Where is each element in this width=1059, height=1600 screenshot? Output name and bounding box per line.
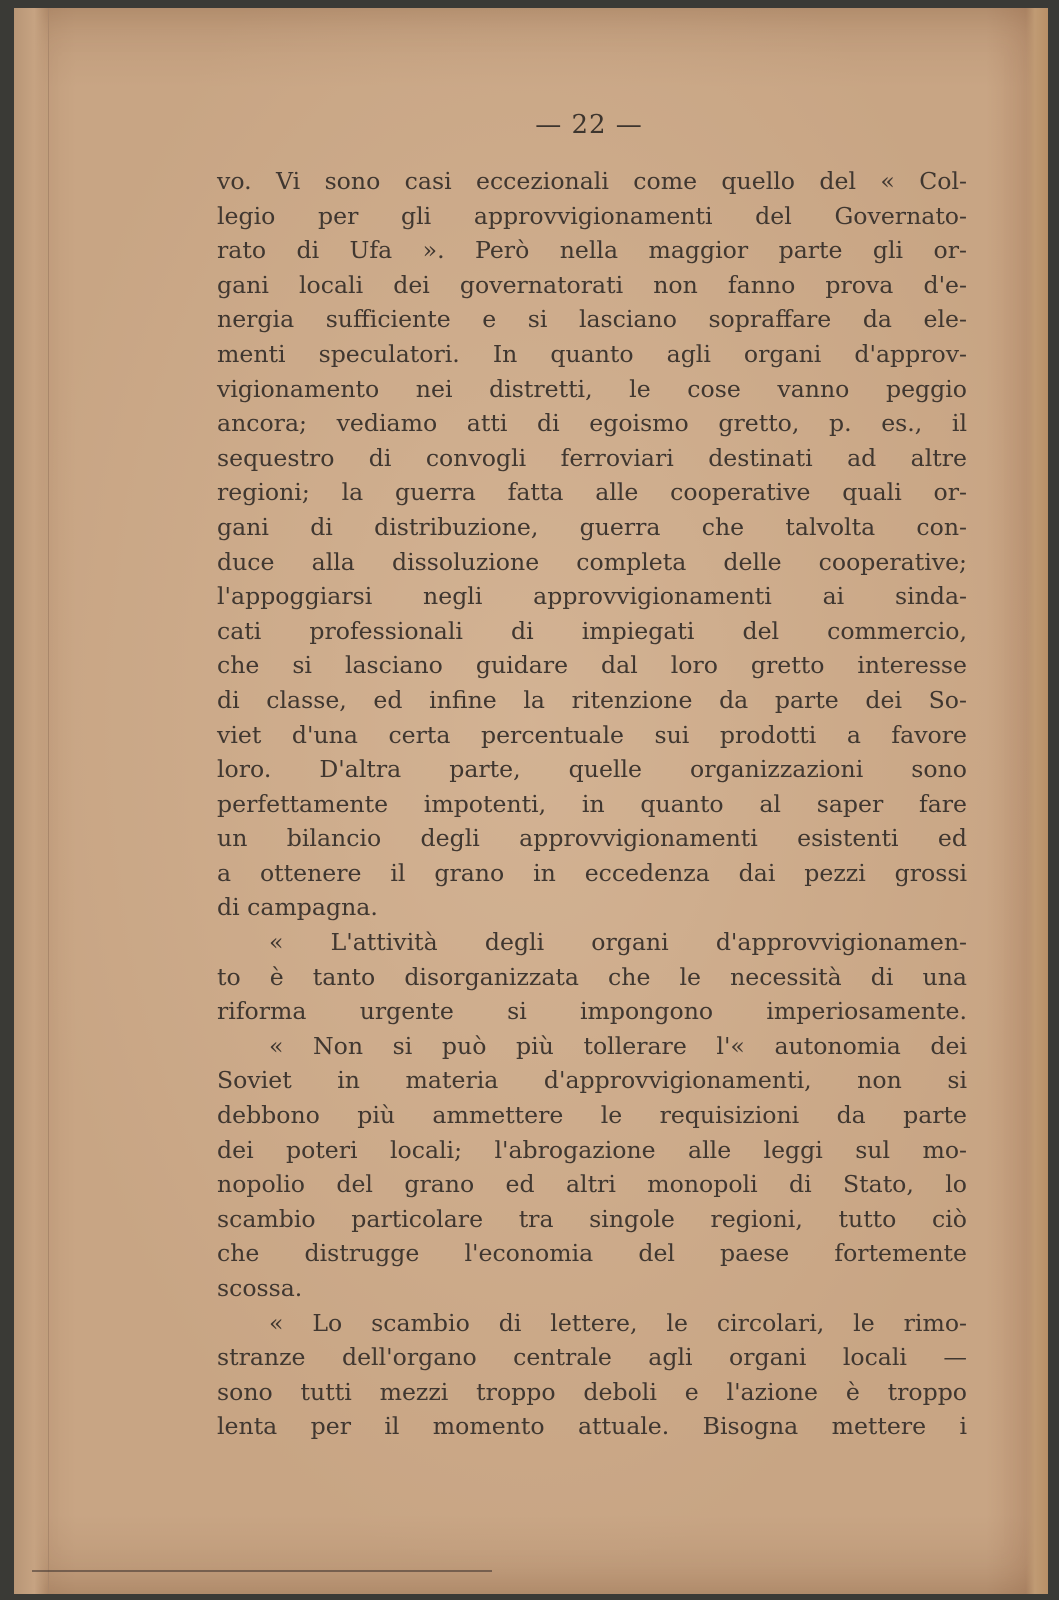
text-line: sono tutti mezzi troppo deboli e l'azione è troppo (217, 1377, 967, 1406)
text-line: gani di distribuzione, guerra che talvolta con- (217, 512, 967, 541)
text-line: regioni; la guerra fatta alle cooperative quali or- (217, 478, 967, 507)
text-line: nopolio del grano ed altri monopoli di Stato, lo (217, 1170, 967, 1199)
text-line: che distrugge l'economia del paese fortemente (217, 1239, 967, 1268)
text-line: dei poteri locali; l'abrogazione alle leggi sul mo- (217, 1135, 967, 1164)
text-line: « Non si può più tollerare l'« autonomia dei (269, 1031, 967, 1060)
text-line: duce alla dissoluzione completa delle cooperative; (217, 547, 967, 576)
text-line: stranze dell'organo centrale agli organi locali — (217, 1343, 967, 1372)
text-line: « Lo scambio di lettere, le circolari, le rimo- (269, 1308, 967, 1337)
text-line: legio per gli approvvigionamenti del Governato- (217, 201, 967, 230)
text-line: loro. D'altra parte, quelle organizzazioni sono (217, 755, 967, 784)
text-line: l'appoggiarsi negli approvvigionamenti ai sinda- (217, 582, 967, 611)
text-line: scambio particolare tra singole regioni, tutto ciò (217, 1204, 967, 1233)
text-line: menti speculatori. In quanto agli organi d'approv- (217, 339, 967, 368)
text-line: gani locali dei governatorati non fanno prova d'e- (217, 270, 967, 299)
text-line: vigionamento nei distretti, le cose vanno peggio (217, 374, 967, 403)
text-line: di campagna. (217, 893, 378, 922)
text-line: ancora; vediamo atti di egoismo gretto, p. es., il (217, 409, 967, 438)
text-line: cati professionali di impiegati del commercio, (217, 616, 967, 645)
text-line: vo. Vi sono casi eccezionali come quello del « Col- (217, 167, 967, 195)
text-line: riforma urgente si impongono imperiosamente. (217, 997, 967, 1026)
text-line: che si lasciano guidare dal loro gretto interesse (217, 651, 967, 680)
page-number: — 22 — (535, 110, 643, 140)
text-line: « L'attività degli organi d'approvvigionamen- (269, 928, 967, 957)
text-line: un bilancio degli approvvigionamenti esistenti ed (217, 824, 967, 853)
page-right-edge (1026, 8, 1048, 1594)
text-line: nergia sufficiente e si lasciano sopraffare da ele- (217, 305, 967, 334)
text-line: sequestro di convogli ferroviari destinati ad altre (217, 443, 967, 472)
body-text (217, 164, 967, 1444)
text-line: Soviet in materia d'approvvigionamenti, non si (217, 1066, 967, 1095)
book-page (14, 8, 1048, 1594)
text-line: viet d'una certa percentuale sui prodotti a favore (217, 720, 967, 749)
text-line: a ottenere il grano in eccedenza dai pezzi grossi (217, 858, 967, 887)
text-line: to è tanto disorganizzata che le necessità di una (217, 962, 967, 991)
text-line: debbono più ammettere le requisizioni da parte (217, 1101, 967, 1130)
text-line: lenta per il momento attuale. Bisogna mettere i (217, 1412, 967, 1441)
text-line: rato di Ufa ». Però nella maggior parte gli or- (217, 236, 967, 265)
page-left-edge (14, 8, 49, 1594)
text-line: di classe, ed infine la ritenzione da parte dei So- (217, 685, 967, 714)
text-line: scossa. (217, 1274, 303, 1302)
bottom-rule (32, 1570, 492, 1572)
text-line: perfettamente impotenti, in quanto al saper fare (217, 789, 967, 818)
